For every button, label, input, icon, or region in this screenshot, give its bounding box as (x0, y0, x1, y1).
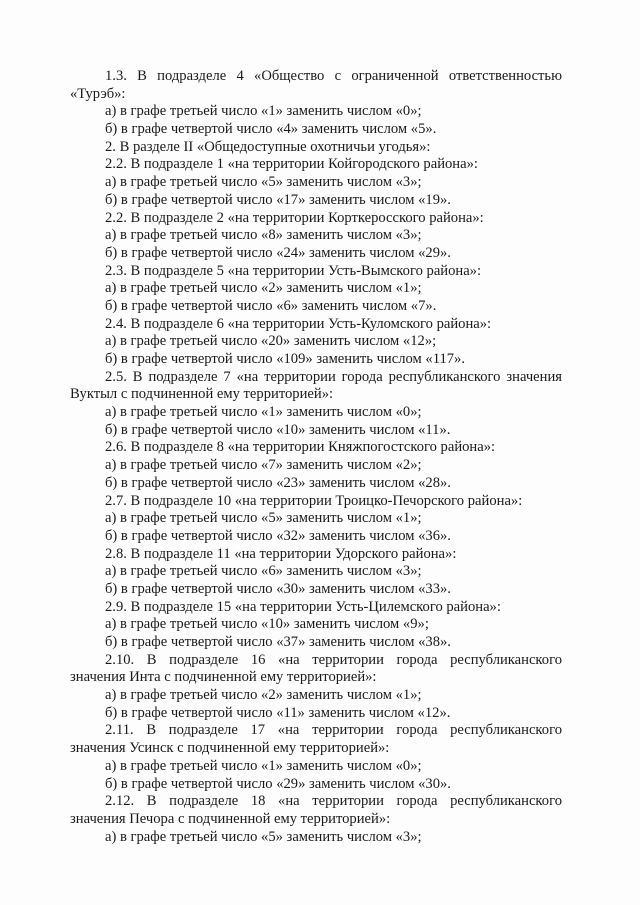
document-line: б) в графе четвертой число «30» заменить числом «33». (105, 580, 451, 597)
document-line: б) в графе четвертой число «23» заменить числом «28». (105, 474, 451, 491)
document-line: 2.12. В подразделе 18 «на территории города республиканского (105, 793, 562, 810)
document-line: «Турэб»: (70, 85, 126, 102)
document-line: а) в графе третьей число «7» заменить числом «2»; (105, 457, 422, 474)
document-line: 2.11. В подразделе 17 «на территории города республиканского (105, 722, 562, 739)
document-line: б) в графе четвертой число «24» заменить числом «29». (105, 244, 451, 261)
document-line: а) в графе третьей число «20» заменить числом «12»; (105, 333, 437, 350)
document-line: а) в графе третьей число «1» заменить числом «0»; (105, 103, 422, 120)
document-line: а) в графе третьей число «6» заменить числом «3»; (105, 563, 422, 580)
document-line: а) в графе третьей число «5» заменить числом «1»; (105, 510, 422, 527)
document-line: а) в графе третьей число «2» заменить числом «1»; (105, 280, 422, 297)
document-line: 2.5. В подразделе 7 «на территории города республиканского значения (105, 368, 562, 385)
document-line: а) в графе третьей число «2» заменить числом «1»; (105, 687, 422, 704)
document-line: значения Инта с подчиненной ему территорией»: (70, 669, 377, 686)
document-line: б) в графе четвертой число «4» заменить числом «5». (105, 121, 437, 138)
document-line: а) в графе третьей число «1» заменить числом «0»; (105, 757, 422, 774)
document-line: а) в графе третьей число «1» заменить числом «0»; (105, 404, 422, 421)
document-line: а) в графе третьей число «5» заменить числом «3»; (105, 174, 422, 191)
document-line: 2.3. В подразделе 5 «на территории Усть-Вымского района»: (105, 262, 482, 279)
document-line: 2.4. В подразделе 6 «на территории Усть-Куломского района»: (105, 315, 492, 332)
document-line: 2.8. В подразделе 11 «на территории Удорского района»: (105, 545, 457, 562)
document-line: а) в графе третьей число «8» заменить числом «3»; (105, 227, 422, 244)
document-line: б) в графе четвертой число «32» заменить числом «36». (105, 527, 451, 544)
document-line: б) в графе четвертой число «6» заменить числом «7». (105, 297, 437, 314)
document-line: 2.2. В подразделе 2 «на территории Корткеросского района»: (105, 209, 484, 226)
document-line: 2.9. В подразделе 15 «на территории Усть-Цилемского района»: (105, 598, 501, 615)
document-line: а) в графе третьей число «5» заменить числом «3»; (105, 828, 422, 845)
document-line: 2.2. В подразделе 1 «на территории Койгородского района»: (105, 156, 478, 173)
document-line: Вуктыл с подчиненной ему территорией»: (70, 386, 334, 403)
document-line: 1.3. В подразделе 4 «Общество с ограниченной ответственностью (105, 68, 562, 84)
document-line: б) в графе четвертой число «17» заменить числом «19». (105, 191, 451, 208)
document-line: значения Печора с подчиненной ему территорией»: (70, 810, 391, 827)
document-line: б) в графе четвертой число «109» заменить числом «117». (105, 351, 465, 367)
document-line: 2.7. В подразделе 10 «на территории Троицко-Печорского района»: (105, 492, 523, 509)
document-body (70, 68, 562, 846)
document-line: 2.6. В подразделе 8 «на территории Княжпогостского района»: (105, 439, 496, 456)
document-line: б) в графе четвертой число «11» заменить числом «12». (105, 704, 451, 721)
document-line: значения Усинск с подчиненной ему территорией»: (70, 740, 390, 757)
document-line: 2. В разделе II «Общедоступные охотничьи угодья»: (105, 138, 431, 155)
document-line: 2.10. В подразделе 16 «на территории города республиканского (105, 651, 562, 668)
document-line: б) в графе четвертой число «29» заменить числом «30». (105, 775, 451, 792)
document-line: б) в графе четвертой число «10» заменить числом «11». (105, 421, 451, 438)
document-line: б) в графе четвертой число «37» заменить числом «38». (105, 634, 451, 650)
document-line: а) в графе третьей число «10» заменить числом «9»; (105, 616, 429, 633)
